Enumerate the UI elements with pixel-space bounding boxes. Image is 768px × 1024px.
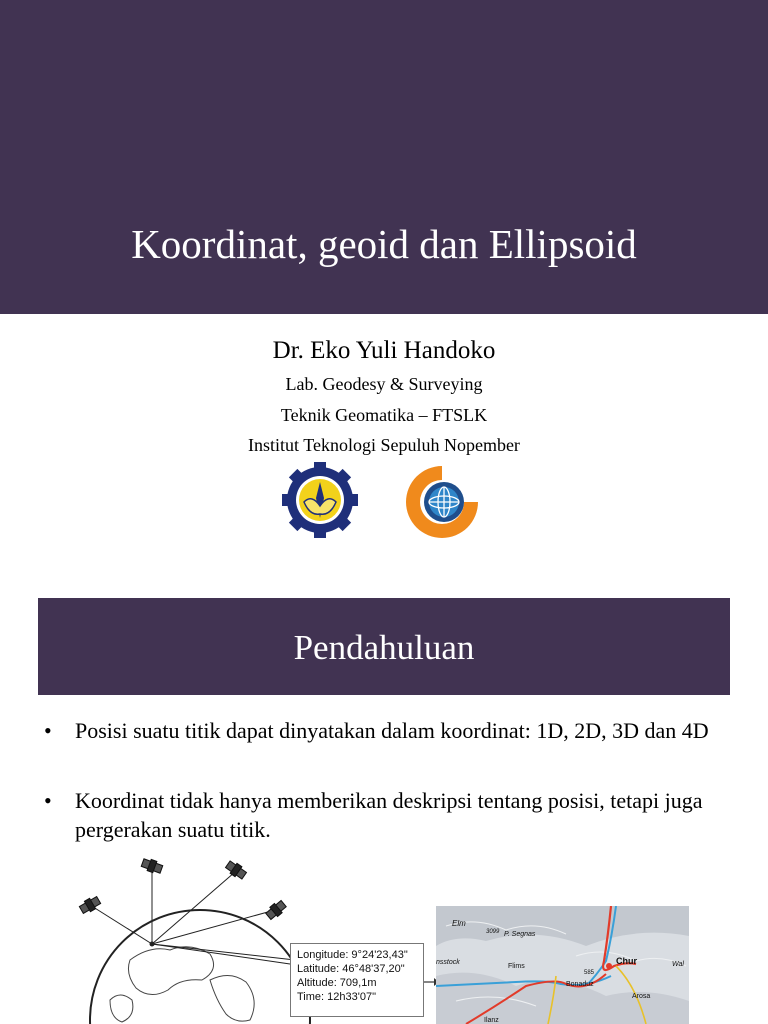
author-name: Dr. Eko Yuli Handoko — [272, 337, 496, 364]
map-label-ilanz: Ilanz — [484, 1017, 499, 1024]
map-label-chur: Chur — [616, 956, 637, 966]
bullet-marker: • — [44, 788, 52, 813]
topographic-map — [436, 906, 689, 1024]
map-label-height: 3099 — [486, 929, 500, 935]
time-value: Time: 12h33'07" — [297, 991, 376, 1003]
affiliation-lab: Lab. Geodesy & Surveying — [285, 374, 483, 394]
map-label-elm: Elm — [452, 919, 466, 928]
map-location-marker — [606, 963, 612, 969]
map-label-road: 585 — [584, 970, 595, 976]
affiliation-department: Teknik Geomatika – FTSLK — [280, 405, 488, 425]
bullet-text: Koordinat tidak hanya memberikan deskripsi tentang posisi, tetapi juga pergerakan suatu titik. — [75, 788, 703, 842]
map-label-arosa: Arosa — [632, 993, 651, 1000]
slide-title: Koordinat, geoid dan Ellipsoid — [131, 221, 637, 267]
bullet-item — [44, 786, 724, 846]
satellite-icon — [78, 895, 101, 915]
its-gear-logo — [280, 460, 360, 540]
gps-coordinate-readout — [290, 943, 424, 1017]
map-label-p-segnas: P. Segnas — [504, 931, 536, 938]
bullet-item — [44, 716, 724, 776]
satellite-icon — [264, 899, 287, 921]
latitude-value: Latitude: 46°48'37,20" — [297, 963, 405, 975]
geomatika-globe-logo — [402, 462, 482, 542]
bullet-marker: • — [44, 718, 52, 743]
altitude-value: Altitude: 709,1m — [297, 977, 377, 989]
map-label-bonaduz: Bonaduz — [566, 981, 594, 988]
map-label-wal: Wal — [672, 961, 684, 968]
longitude-value: Longitude: 9°24'23,43" — [297, 949, 408, 961]
map-label-stock: nsstock — [436, 959, 460, 966]
satellite-icon — [224, 859, 247, 880]
bullet-text: Posisi suatu titik dapat dinyatakan dalam koordinat: 1D, 2D, 3D dan 4D — [75, 718, 709, 743]
satellite-icon — [141, 857, 164, 875]
affiliation-institute: Institut Teknologi Sepuluh Nopember — [248, 435, 520, 455]
section-title: Pendahuluan — [293, 628, 475, 667]
earth-globe — [90, 910, 310, 1024]
map-label-flims: Flims — [508, 963, 525, 970]
